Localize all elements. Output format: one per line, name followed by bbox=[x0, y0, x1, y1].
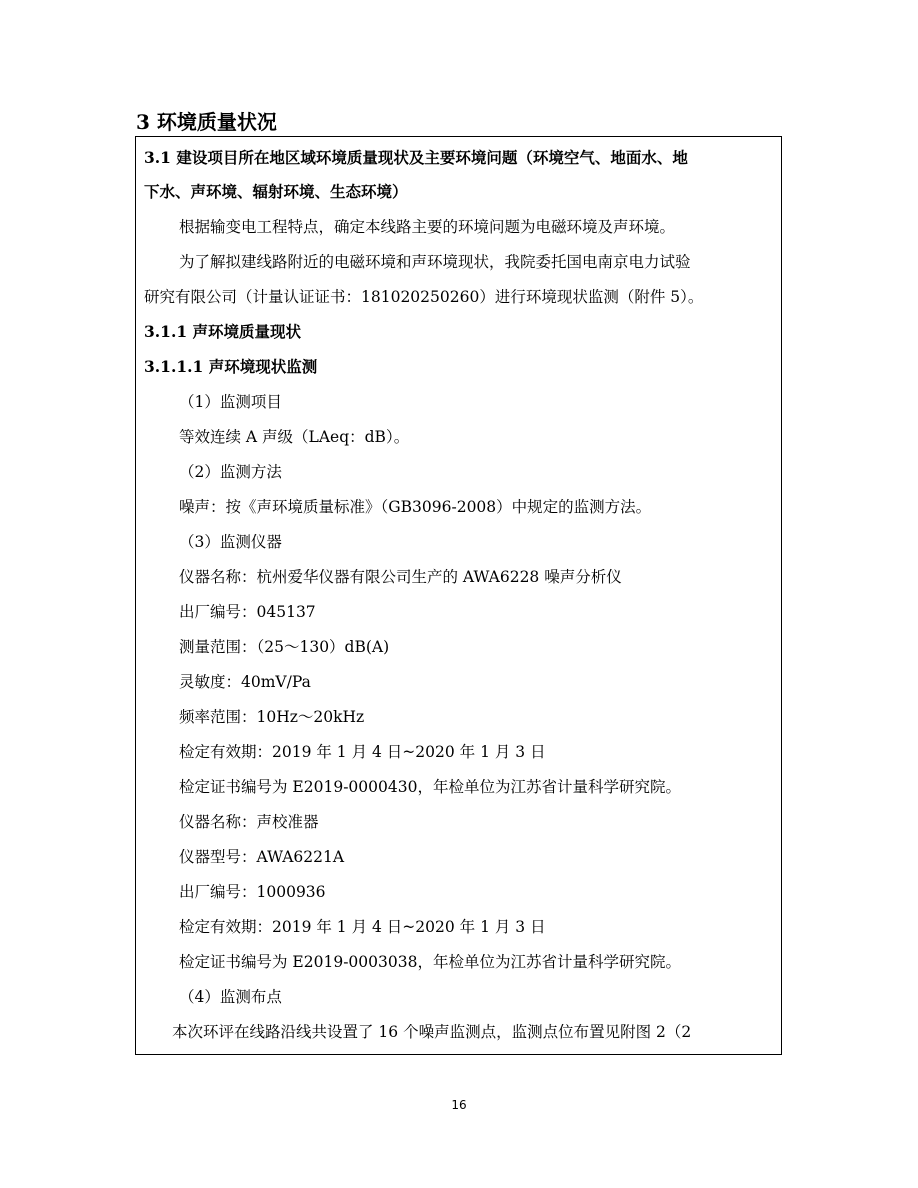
list-item: 噪声：按《声环境质量标准》（GB3096-2008）中规定的监测方法。 bbox=[179, 498, 652, 516]
list-item: 仪器型号：AWA6221A bbox=[179, 848, 345, 866]
list-item: 检定证书编号为 E2019-0003038，年检单位为江苏省计量科学研究院。 bbox=[179, 953, 681, 971]
list-item: 频率范围：10Hz～20kHz bbox=[179, 708, 365, 726]
list-item: 检定有效期：2019 年 1 月 4 日~2020 年 1 月 3 日 bbox=[179, 743, 546, 761]
list-item: 本次环评在线路沿线共设置了 16 个噪声监测点，监测点位布置见附图 2（2 bbox=[172, 1023, 692, 1041]
section-heading-line-1: 3.1 建设项目所在地区域环境质量现状及主要环境问题（环境空气、地面水、地 bbox=[144, 148, 688, 167]
list-item: 等效连续 A 声级（LAeq：dB）。 bbox=[179, 428, 410, 446]
list-item: 出厂编号：045137 bbox=[179, 603, 316, 621]
list-item: 灵敏度：40mV/Pa bbox=[179, 673, 311, 691]
list-item: 检定证书编号为 E2019-0000430，年检单位为江苏省计量科学研究院。 bbox=[179, 778, 681, 796]
paragraph-2-line-2: 研究有限公司（计量认证证书：181020250260）进行环境现状监测（附件 5）。 bbox=[144, 288, 704, 306]
list-item: 检定有效期：2019 年 1 月 4 日~2020 年 1 月 3 日 bbox=[179, 918, 546, 936]
item-heading-monitoring-instrument: （3）监测仪器 bbox=[179, 533, 282, 551]
list-item: 出厂编号：1000936 bbox=[179, 883, 326, 901]
list-item: 测量范围：（25～130）dB(A) bbox=[179, 638, 390, 656]
paragraph-2-line-1: 为了解拟建线路附近的电磁环境和声环境现状，我院委托国电南京电力试验 bbox=[179, 253, 691, 271]
section-heading-line-2: 下水、声环境、辐射环境、生态环境） bbox=[144, 182, 408, 201]
item-heading-monitoring-method: （2）监测方法 bbox=[179, 463, 282, 481]
subsubsection-heading: 3.1.1.1 声环境现状监测 bbox=[144, 357, 318, 376]
content-box bbox=[135, 136, 782, 1055]
item-heading-monitoring-item: （1）监测项目 bbox=[179, 393, 282, 411]
list-item: 仪器名称：声校准器 bbox=[179, 813, 319, 831]
paragraph-1: 根据输变电工程特点，确定本线路主要的环境问题为电磁环境及声环境。 bbox=[179, 218, 676, 236]
item-heading-monitoring-layout: （4）监测布点 bbox=[179, 988, 282, 1006]
subsection-heading: 3.1.1 声环境质量现状 bbox=[144, 322, 302, 341]
chapter-title: 3 环境质量状况 bbox=[136, 110, 277, 134]
page-number: 16 bbox=[451, 1098, 467, 1112]
list-item: 仪器名称：杭州爱华仪器有限公司生产的 AWA6228 噪声分析仪 bbox=[179, 568, 622, 586]
